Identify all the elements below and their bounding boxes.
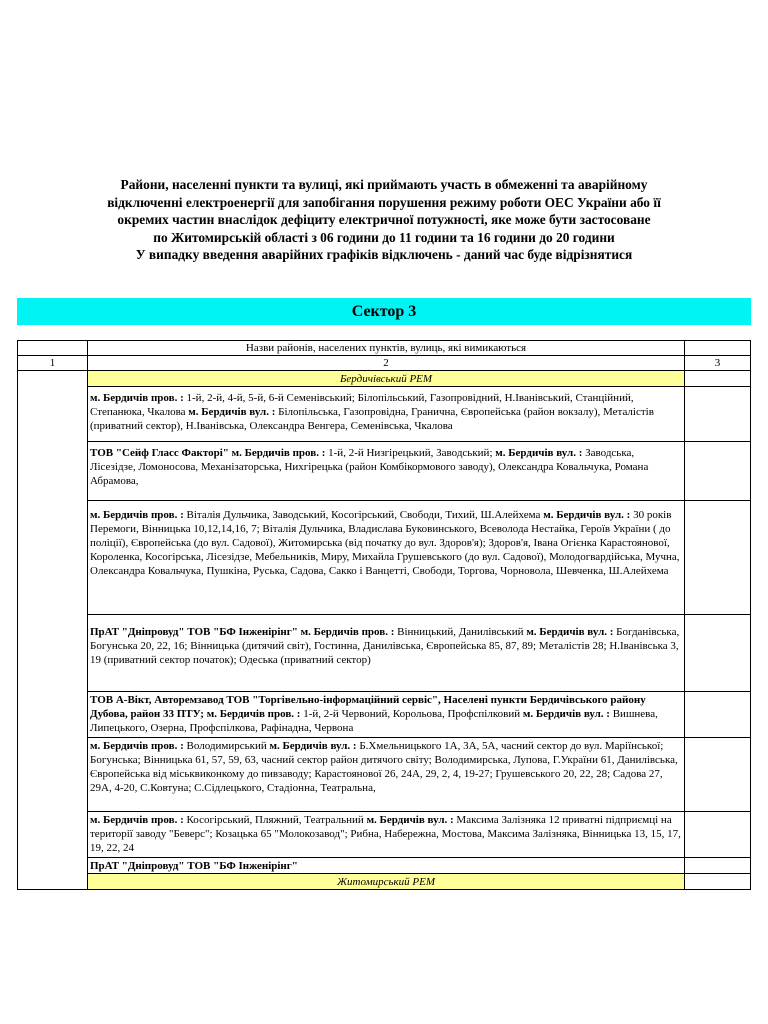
col3-cell [685, 874, 751, 890]
table-row [18, 371, 751, 387]
table-row [18, 692, 751, 738]
streets-cell: ПрАТ "Дніпровуд" ТОВ "БФ Інженірінг" м. Бердичів пров. : Вінницький, Данилівський м. Бердичів вул. : Богданівська, Богунська 20, 22, 16; Вінницька (дитячий світ), Гостинна, Данилівська, Європейська 85, 87, 89; Металістів 28; Н.Іванівська 3, 19 (приватний сектор початок); Одеська (приватний сектор) [88, 615, 685, 692]
heading-line-3: окремих частин внаслідок дефіциту електричної потужності, яке може бути застосоване [117, 212, 651, 228]
table-row [18, 812, 751, 858]
table-row [18, 501, 751, 615]
table-row [18, 615, 751, 692]
heading-line-1: Райони, населенні пункти та вулиці, які приймають участь в обмеженні та аварійному [120, 177, 648, 192]
col3-cell [685, 738, 751, 812]
outage-table [17, 340, 751, 890]
col-number-1: 1 [18, 356, 88, 371]
col3-cell [685, 387, 751, 442]
col3-cell [685, 615, 751, 692]
table-row [18, 387, 751, 442]
col3-cell [685, 442, 751, 501]
col3-cell [685, 858, 751, 874]
heading-line-4: по Житомирській області з 06 години до 11 години та 16 години до 20 години [153, 229, 615, 245]
col3-cell [685, 692, 751, 738]
header-empty-cell [18, 341, 88, 356]
header-title-cell: Назви районів, населених пунктів, вулиць, які вимикаються [88, 341, 685, 356]
col3-cell [685, 371, 751, 387]
col3-cell [685, 501, 751, 615]
streets-cell: ТОВ А-Вікт, Авторемзавод ТОВ "Торгівельно-інформаційний сервіс", Населені пункти Бердичівського району Дубова, район 33 ПТУ; м. Бердичів пров. : 1-й, 2-й Червоний, Корольова, Профспілковий м. Бердичів вул. : Вишнева, Липецького, Озерна, Профспілкова, Рафінадна, Червона [88, 692, 685, 738]
streets-cell: ПрАТ "Дніпровуд" ТОВ "БФ Інженірінг" [88, 858, 685, 874]
table-row [18, 874, 751, 890]
col3-cell [685, 812, 751, 858]
col-number-2: 2 [88, 356, 685, 371]
table-row [18, 738, 751, 812]
heading-line-2: відключенні електроенергії для запобігання порушення режиму роботи ОЕС України або її [107, 194, 661, 210]
streets-cell: м. Бердичів пров. : 1-й, 2-й, 4-й, 5-й, 6-й Семенівський; Білопільський, Газопровідний, Н.Іванівський, Станційний, Степанюка, Чкалова м. Бердичів вул. : Білопільська, Газопровідна, Гранична, Європейська (район вокзалу), Металістів (приватний сектор), Н.Іванівська, Олександра Венгера, Семенівська, Чкалова [88, 387, 685, 442]
streets-cell: ТОВ "Сейф Гласс Факторі" м. Бердичів пров. : 1-й, 2-й Низгірецький, Заводський; м. Бердичів вул. : Заводська, Лісезідзе, Ломоносова, Механізаторська, Нихгірецька (район Комбікормового заводу), Олександра Ковальчука, Романа Абрамова, [88, 442, 685, 501]
streets-cell: м. Бердичів пров. : Володимирський м. Бердичів вул. : Б.Хмельницького 1А, 3А, 5А, часний сектор до вул. Маріїнської; Богунська; Вінницька 61, 57, 59, 63, часний сектор район дитячого світу; Володимирська, Лупова, Г.України 61, Данилівська, Європейська від міськвиконкому до пивзаводу; Карастоянової 26, 24А, 29, 2, 4, 19-27; Грушевського 20, 22, 28; Садова 27, 29А, 4-20, С.Ковтуна; С.Сідлецького, Стадіонна, Театральна, [88, 738, 685, 812]
column-number-row [18, 356, 751, 371]
streets-cell: м. Бердичів пров. : Віталія Дульчика, Заводський, Косогірський, Свободи, Тихий, Ш.Алейхема м. Бердичів вул. : 30 років Перемоги, Вінницька 10,12,14,16, 7; Віталія Дульчика, Владислава Буковинського, Всеволода Нестайка, Героїв України ( до поліції), Європейська (до вул. Садової), Житомирська (від початку до вул. Здоров'я); Здоров'я, Івана Огієнка Карастоянової, Короленка, Косогірська, Лісезідзе, Мебельників, Миру, Михайла Грушевського (до вул. Садової), Молодогвардійська, Мучна, Олександра Ковальчука, Пушкіна, Руська, Садова, Сакко і Ванцетті, Свободи, Торгова, Чорновола, Шевченка, Ш.Алейхема [88, 501, 685, 615]
col-number-3: 3 [685, 356, 751, 371]
table-row [18, 442, 751, 501]
heading-line-5: У випадку введення аварійних графіків відключень - даний час буде відрізнятися [135, 247, 633, 263]
rem-berdychiv-label: Бердичівський РЕМ [88, 371, 685, 387]
col1-merged-cell [18, 371, 88, 890]
header-empty-cell [685, 341, 751, 356]
table-row [18, 858, 751, 874]
document-heading [20, 176, 748, 264]
table-header-row [18, 341, 751, 356]
rem-zhytomyr-label: Житомирський РЕМ [88, 874, 685, 890]
sector-title: Сектор 3 [17, 298, 751, 325]
streets-cell: м. Бердичів пров. : Косогірський, Пляжний, Театральний м. Бердичів вул. : Максима Залізняка 12 приватні підприємці на території заводу "Беверс"; Козацька 65 "Молокозавод"; Рибна, Набережна, Мостова, Максима Залізняка, Вінницька 13, 15, 17, 19, 22, 24 [88, 812, 685, 858]
